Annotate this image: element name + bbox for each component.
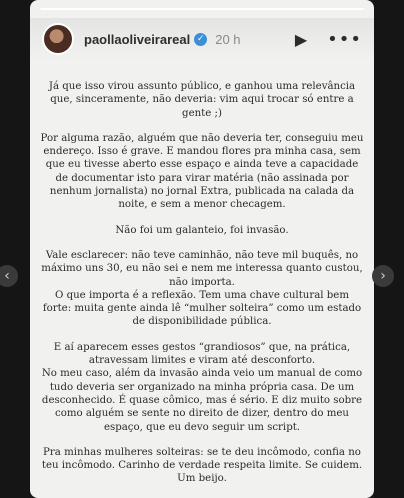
right-backdrop [374,0,404,498]
left-backdrop [0,0,30,498]
post-time: 20 h [215,31,241,47]
story-progress-bar [40,8,364,10]
story-text [40,80,364,498]
play-icon[interactable]: ▶ [294,29,308,49]
paragraph-intro: Já que isso virou assunto público, e ganhou uma relevância que, sinceramente, não deveria: vim aqui trocar só entre a gente ;) [48,81,356,119]
paragraph-closing: Pra minhas mulheres solteiras: se te deu incômodo, confia no teu incômodo. Carinho de verdade respeita limite. Se cuidem. Um beijo. [41,446,363,485]
chevron-left-icon[interactable]: ‹ [0,265,18,287]
paragraph-reflection: O que importa é a reflexão. Tem uma chave cultural bem forte: muita gente ainda lê “mulher solteira” como um estado de disponibilidade pública. [42,289,362,328]
paragraph-address: Por alguma razão, alguém que não deveria ter, conseguiu meu endereço. Isso é grave. E mandou flores pra minha casa, sem que eu tivesse aberto esse espaço e ainda teve a capacidade de documentar isto para virar matéria (não assinada por nenhum jornalista) no jornal Extra, publicada na calada da noite, e sem a menor checagem. [40,132,364,211]
paragraph-invasion: Não foi um galanteio, foi invasão. [115,224,289,236]
story-progress-fill [40,8,364,10]
chevron-right-icon[interactable]: › [372,265,394,287]
paragraph-clarify: Vale esclarecer: não teve caminhão, não teve mil buquês, no máximo uns 30, eu não sei e nem me interessa quanto custou, não importa. [41,249,363,288]
verified-badge-icon: ✓ [194,33,207,46]
paragraph-my-case: No meu caso, além da invasão ainda veio um manual de como tudo deveria ser organizado na minha própria casa. De um desconhecido. É quase cômico, mas é sério. E diz muito sobre como alguém se sente no direito de dizer, dentro do meu espaço, que eu devo seguir um script. [41,368,363,433]
more-options-icon[interactable]: ••• [327,28,362,50]
story-header [30,18,374,60]
story-card[interactable] [30,0,374,498]
avatar[interactable] [42,23,74,55]
username[interactable]: paollaoliveirareal [84,31,191,47]
paragraph-gestures: E aí aparecem esses gestos “grandiosos” que, na prática, atravessam limites e viram até desconforto. [53,341,351,367]
